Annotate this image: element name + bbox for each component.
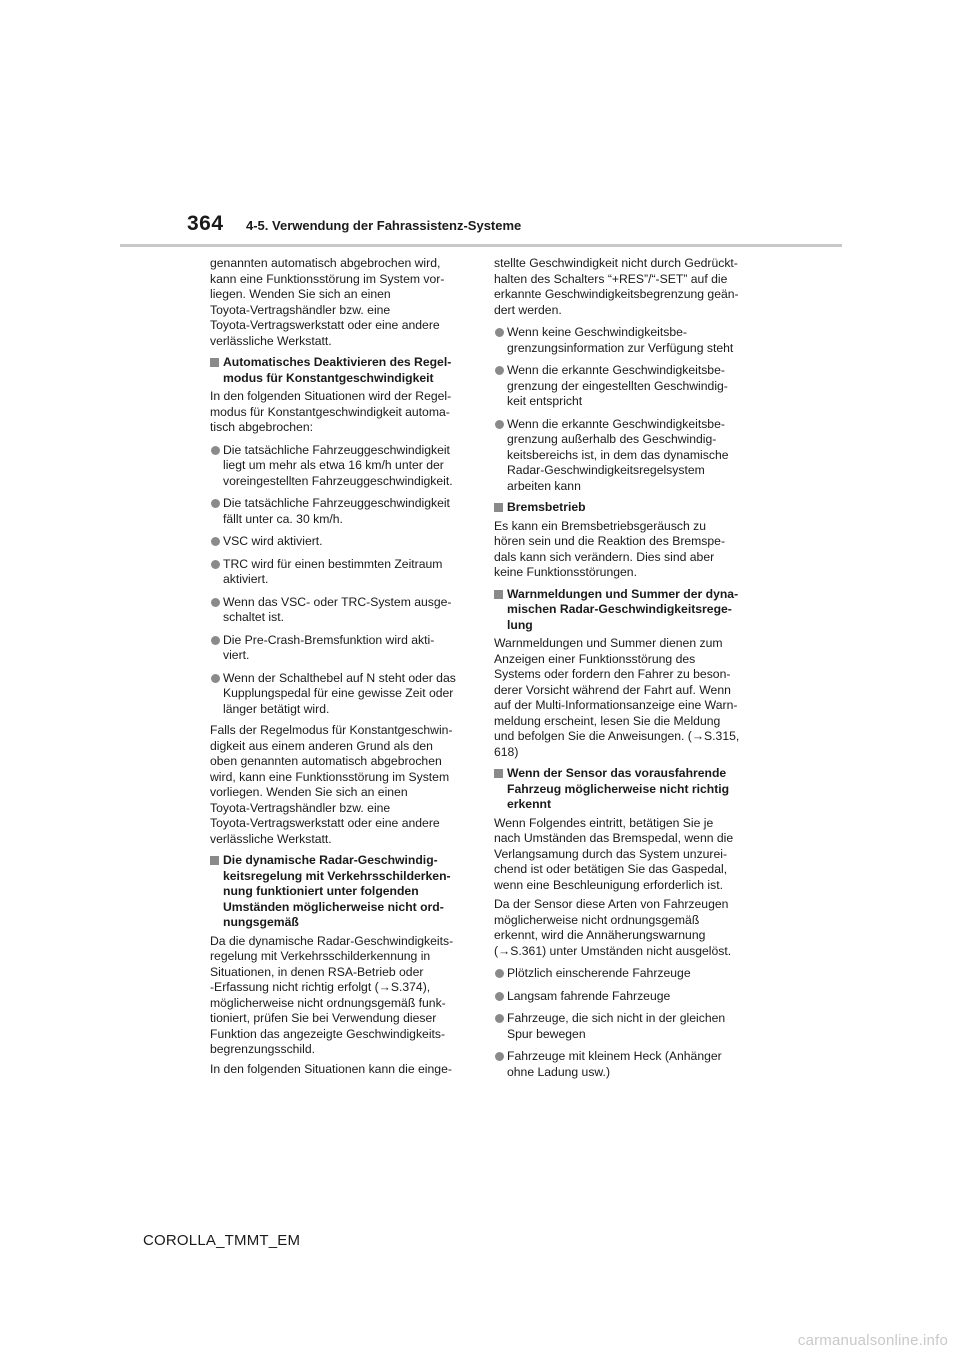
paragraph: Da die dynamische Radar-Geschwindigkeits- regelung mit Verkehrsschilderkennung in Situationen, in denen RSA-Betrieb oder -Erfassung nicht richtig erfolgt (→S.374), möglicherweise nicht ordnungsgemäß funk- tioniert, prüfen Sie bei Verwendung dieser Funktion das angezeigte Geschwindigkeits- begrenzungsschild. [210, 933, 454, 1056]
paragraph: In den folgenden Situationen wird der Regel- modus für Konstantgeschwindigkeit automa- tisch abgebrochen: [210, 389, 452, 434]
list-item: Fahrzeuge mit kleinem Heck (Anhänger ohne Ladung usw.) [494, 1049, 756, 1080]
paragraph: genannten automatisch abgebrochen wird, kann eine Funktionsstörung im System vor- liegen. Wenden Sie sich an einen Toyota-Vertragshändler bzw. eine Toyota-Vertragswerkstatt oder eine andere verlässliche Werkstatt. [210, 256, 445, 348]
paragraph: Es kann ein Bremsbetriebsgeräusch zu hören sein und die Reaktion des Bremspe- dals kann sich verändern. Dies sind aber keine Funktionsstörungen. [494, 518, 726, 579]
paragraph: In den folgenden Situationen kann die einge- [210, 1061, 452, 1076]
paragraph: Falls der Regelmodus für Konstantgeschwin- digkeit aus einem anderen Grund als den oben genannten automatisch abgebrochen wird, kann eine Funktionsstörung im System vorliegen. Wenden Sie sich an einen Toyota-Vertragshändler bzw. eine Toyota-Vertragswerkstatt oder eine andere verlässliche Werkstatt. [210, 723, 453, 846]
section-heading: Automatisches Deaktivieren des Regel- modus für Konstantgeschwindigkeit [210, 355, 472, 386]
paragraph: Da der Sensor diese Arten von Fahrzeugen möglicherweise nicht ordnungsgemäß erkennt, wird die Annäherungswarnung (→S.361) unter Umständen nicht ausgelöst. [494, 897, 732, 958]
list-item: Wenn die erkannte Geschwindigkeitsbe- grenzung außerhalb des Geschwindig- keitsbereichs ist, in dem das dynamische Radar-Geschwindigkeitsregelsystem arbeiten kann [494, 417, 756, 495]
list-item: Wenn der Schalthebel auf N steht oder das Kupplungspedal für eine gewisse Zeit oder länger betätigt wird. [210, 671, 472, 718]
list-item: VSC wird aktiviert. [210, 534, 472, 550]
list-item: Die Pre-Crash-Bremsfunktion wird akti- viert. [210, 633, 472, 664]
paragraph: Wenn Folgendes eintritt, betätigen Sie je nach Umständen das Bremspedal, wenn die Verlangsamung durch das System unzurei- chend ist oder betätigen Sie das Gaspedal, wenn eine Beschleunigung erforderlich ist. [494, 815, 734, 892]
section-title: 4-5. Verwendung der Fahrassistenz-Systeme [246, 218, 522, 233]
list-item: Langsam fahrende Fahrzeuge [494, 989, 756, 1005]
page-number: 364 [187, 212, 224, 235]
paragraph: stellte Geschwindigkeit nicht durch Gedrückt- halten des Schalters “+RES”/“-SET” auf die erkannte Geschwindigkeitsbegrenzung geän- dert werden. [494, 256, 739, 317]
header-divider [120, 244, 842, 247]
section-heading: Warnmeldungen und Summer der dyna- mischen Radar-Geschwindigkeitsrege- lung [494, 587, 756, 634]
section-heading: Wenn der Sensor das vorausfahrende Fahrzeug möglicherweise nicht richtig erkennt [494, 766, 756, 813]
footer-code: COROLLA_TMMT_EM [143, 1232, 301, 1249]
list-item: Wenn das VSC- oder TRC-System ausge- schaltet ist. [210, 595, 472, 626]
list-item: Die tatsächliche Fahrzeuggeschwindigkeit fällt unter ca. 30 km/h. [210, 496, 472, 527]
list-item: Die tatsächliche Fahrzeuggeschwindigkeit liegt um mehr als etwa 16 km/h unter der voreingestellten Fahrzeuggeschwindigkeit. [210, 443, 472, 490]
list-item: Plötzlich einscherende Fahrzeuge [494, 966, 756, 982]
section-heading: Bremsbetrieb [494, 500, 756, 516]
left-column [210, 256, 472, 1081]
list-item: Fahrzeuge, die sich nicht in der gleichen Spur bewegen [494, 1011, 756, 1042]
paragraph: Warnmeldungen und Summer dienen zum Anzeigen einer Funktionsstörung des Systems oder fordern den Fahrer zu beson- derer Vorsicht während der Fahrt auf. Wenn auf der Multi-Informationsanzeige eine Warn- meldung erscheint, lesen Sie die Meldung und befolgen Sie die Anweisungen. (→S.315, 618) [494, 636, 740, 759]
list-item: Wenn die erkannte Geschwindigkeitsbe- grenzung der eingestellten Geschwindig- keit entspricht [494, 363, 756, 410]
list-item: Wenn keine Geschwindigkeitsbe- grenzungsinformation zur Verfügung steht [494, 325, 756, 356]
section-heading: Die dynamische Radar-Geschwindig- keitsregelung mit Verkehrsschilderken- nung funktioniert unter folgenden Umständen möglicherweise nicht ord- nungsgemäß [210, 853, 472, 931]
watermark-text: carmanualsonline.info [797, 1332, 948, 1349]
list-item: TRC wird für einen bestimmten Zeitraum aktiviert. [210, 557, 472, 588]
right-column [494, 256, 756, 1086]
